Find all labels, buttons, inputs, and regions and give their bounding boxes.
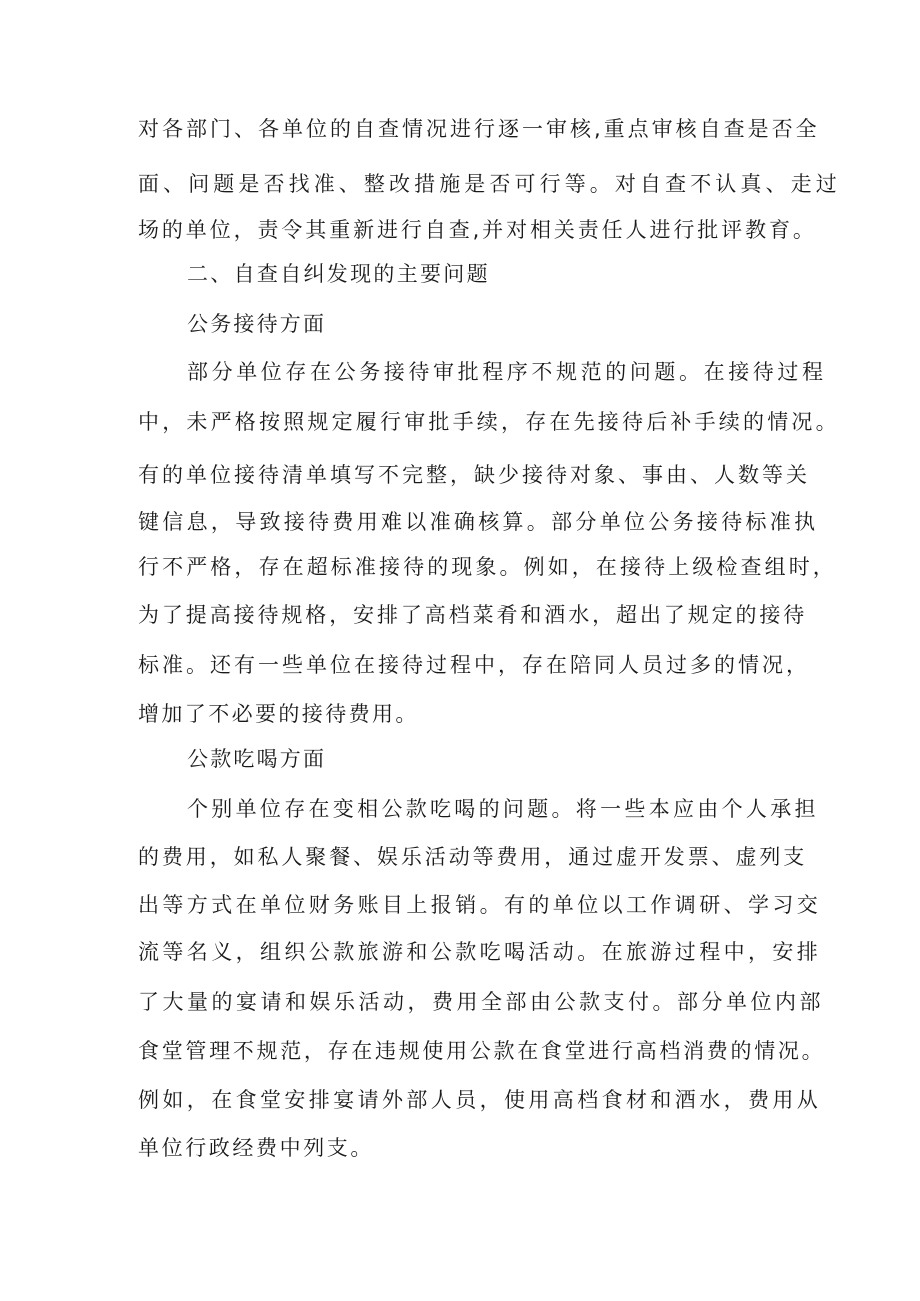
paragraph-line: 的费用，如私人聚餐、娱乐活动等费用，通过虚开发票、虚列支 xyxy=(138,845,808,869)
paragraph-line: 部分单位存在公务接待审批程序不规范的问题。在接待过程 xyxy=(187,360,827,384)
paragraph-line: 对各部门、各单位的自查情况进行逐一审核,重点审核自查是否全 xyxy=(138,117,820,141)
paragraph-line: 中，未严格按照规定履行审批手续，存在先接待后补手续的情况。 xyxy=(138,410,840,434)
paragraph-line: 例如，在食堂安排宴请外部人员，使用高档食材和酒水，费用从 xyxy=(138,1088,822,1112)
paragraph-line: 面、问题是否找准、整改措施是否可行等。对自查不认真、走过 xyxy=(138,172,841,196)
paragraph-line: 场的单位，责令其重新进行自查,并对相关责任人进行批评教育。 xyxy=(138,218,817,242)
paragraph-line: 单位行政经费中列支。 xyxy=(138,1136,374,1160)
subsection-heading: 公款吃喝方面 xyxy=(187,747,327,771)
section-heading: 二、自查自纠发现的主要问题 xyxy=(187,262,490,286)
paragraph-line: 食堂管理不规范，存在违规使用公款在食堂进行高档消费的情况。 xyxy=(138,1039,826,1063)
paragraph-line: 标准。还有一些单位在接待过程中，存在陪同人员过多的情况， xyxy=(138,653,810,677)
paragraph-line: 行不严格，存在超标准接待的现象。例如，在接待上级检查组时， xyxy=(138,555,837,579)
paragraph-line: 键信息，导致接待费用难以准确核算。部分单位公务接待标准执 xyxy=(138,510,819,534)
paragraph-line: 增加了不必要的接待费用。 xyxy=(138,702,419,726)
paragraph-line: 有的单位接待清单填写不完整，缺少接待对象、事由、人数等关 xyxy=(138,463,810,487)
paragraph-line: 为了提高接待规格，安排了高档菜肴和酒水，超出了规定的接待 xyxy=(138,603,808,627)
paragraph-line: 了大量的宴请和娱乐活动，费用全部由公款支付。部分单位内部 xyxy=(138,990,824,1014)
paragraph-line: 个别单位存在变相公款吃喝的问题。将一些本应由个人承担 xyxy=(187,797,819,821)
paragraph-line: 出等方式在单位财务账目上报销。有的单位以工作调研、学习交 xyxy=(138,893,822,917)
paragraph-line: 流等名义，组织公款旅游和公款吃喝活动。在旅游过程中，安排 xyxy=(138,940,822,964)
subsection-heading: 公务接待方面 xyxy=(187,312,327,336)
